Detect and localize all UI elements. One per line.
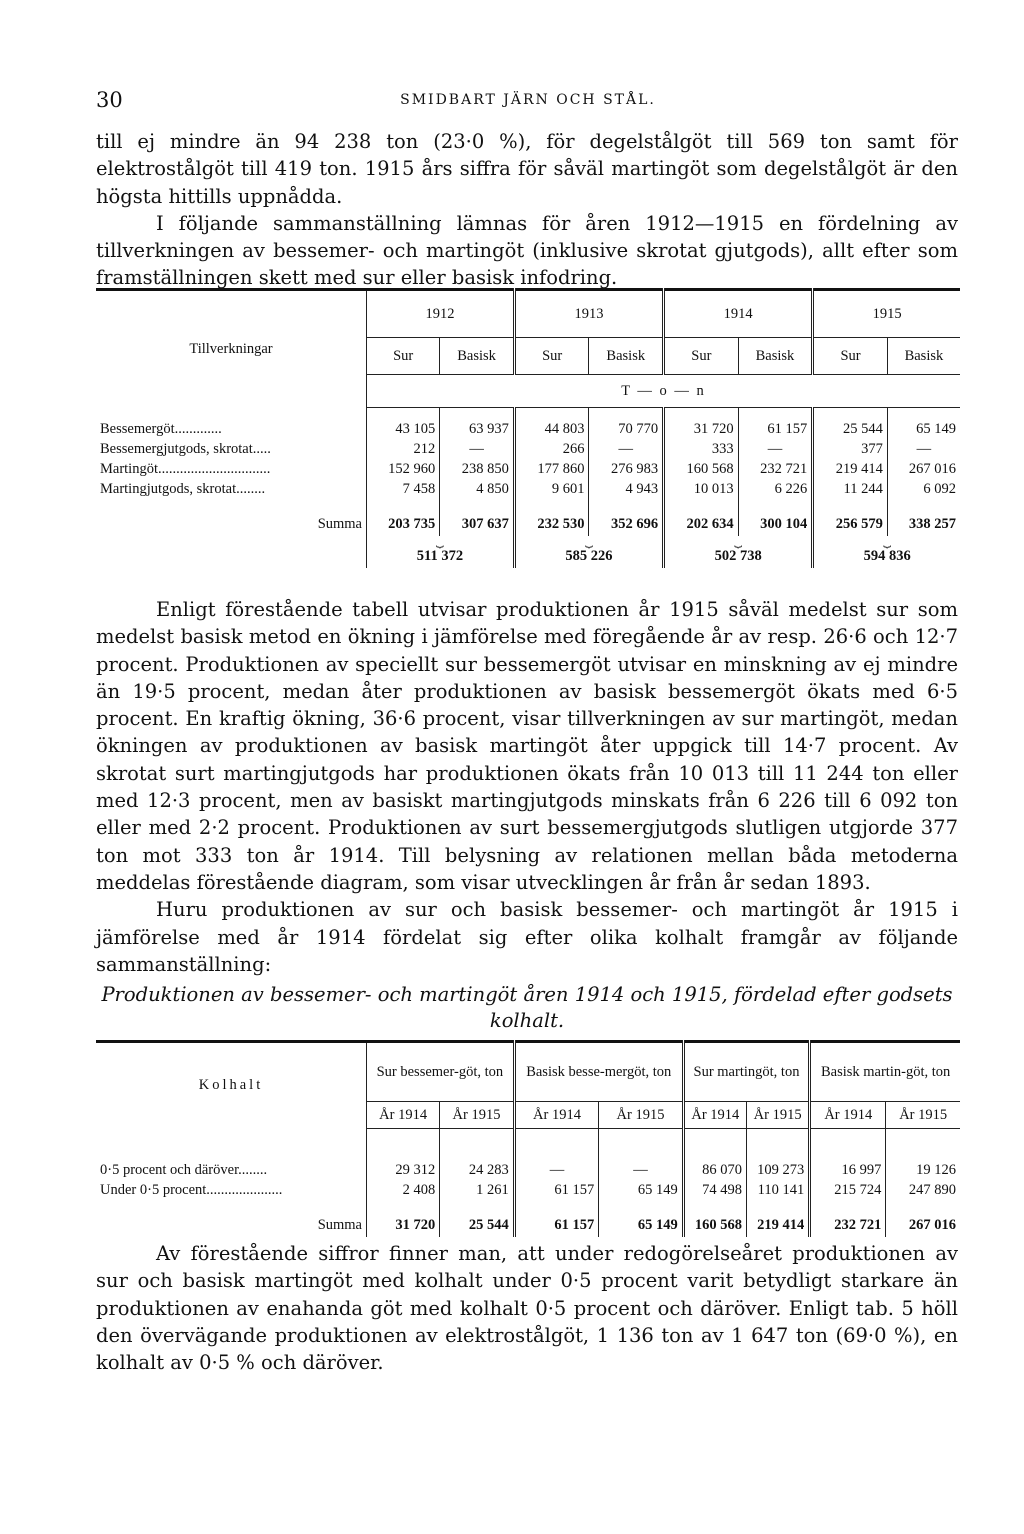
summa-row (96, 1215, 960, 1237)
summa-cell: 219 414 (746, 1215, 809, 1237)
total-cell: 594 836 (813, 546, 960, 568)
summa-cell: 31 720 (367, 1215, 440, 1237)
total-cell: 585 226 (514, 546, 663, 568)
brace-icon: ⏟ (813, 536, 960, 546)
table-cell: 31 720 (664, 420, 739, 440)
brace-icon: ⏟ (367, 536, 515, 546)
table-cell: 63 937 (440, 420, 515, 440)
summa-cell: 338 257 (887, 514, 960, 536)
table-cell: 9 601 (514, 480, 589, 500)
sub-header-sur: Sur (813, 338, 888, 375)
table-cell: 276 983 (589, 460, 664, 480)
table-cell: 333 (664, 440, 739, 460)
group-header: Basisk martin-göt, ton (810, 1042, 960, 1102)
intro-text (96, 128, 958, 292)
summa-cell: 256 579 (813, 514, 888, 536)
row-header-label: Tillverkningar (189, 340, 273, 357)
table-cell: 44 803 (514, 420, 589, 440)
table-cell: 212 (367, 440, 440, 460)
table-cell: 24 283 (440, 1161, 515, 1181)
table-row: Bessemergöt............. 43 105 63 937 44 803 70 770 31 720 61 157 25 544 65 149 (96, 420, 960, 440)
table-cell: — (440, 440, 515, 460)
table-cell: 61 157 (514, 1181, 598, 1201)
table-cell: — (599, 1161, 683, 1181)
row-label: Bessemergjutgods, skrotat (100, 441, 253, 457)
sub-header-basisk: Basisk (887, 338, 960, 375)
table-cell: 377 (813, 440, 888, 460)
table-cell: — (887, 440, 960, 460)
paragraph-5: Av förestående siffror finner man, att under redogörelseåret produktionen av sur och basisk martingöt med kolhalt under 0·5 procent varit betydligt starkare än produktionen av enahanda göt med kolhalt 0·5 procent och däröver. Enligt tab. 5 höll den övervägande produktionen av elektrostålgöt, 1 136 ton av 1 647 ton (69·0 %), en kolhalt av 0·5 % och däröver. (96, 1242, 958, 1375)
paragraph-2: I följande sammanställning lämnas för åren 1912—1915 en fördelning av tillverkningen av bessemer- och martingöt (inklusive skrotat gjutgods), allt efter som framställningen skett med sur eller basisk infodring. (96, 211, 958, 290)
table-cell: 10 013 (664, 480, 739, 500)
table-cell: 109 273 (746, 1161, 809, 1181)
year-header: 1914 (664, 290, 813, 338)
row-header-label: Kolhalt (198, 1077, 264, 1094)
table-cell: 4 850 (440, 480, 515, 500)
table-cell: 65 149 (599, 1181, 683, 1201)
table-row: 0·5 procent och däröver........ 29 312 24 283 — — 86 070 109 273 16 997 19 126 (96, 1161, 960, 1181)
table-row: Under 0·5 procent..................... 2 408 1 261 61 157 65 149 74 498 110 141 215 724 247 890 (96, 1181, 960, 1201)
table-cell: 219 414 (813, 460, 888, 480)
table-row: Bessemergjutgods, skrotat..... 212 — 266 — 333 — 377 — (96, 440, 960, 460)
table-cell: 215 724 (810, 1181, 886, 1201)
table-cell: 177 860 (514, 460, 589, 480)
summa-cell: 307 637 (440, 514, 515, 536)
table-cell: 74 498 (683, 1181, 746, 1201)
summa-cell: 65 149 (599, 1215, 683, 1237)
table-cell: 11 244 (813, 480, 888, 500)
table-cell: 65 149 (887, 420, 960, 440)
year-header: År 1915 (746, 1102, 809, 1129)
carbon-content-table (96, 1040, 960, 1237)
table-cell: 19 126 (886, 1161, 960, 1181)
running-title: SMIDBART JÄRN OCH STÅL. (400, 92, 656, 108)
group-header: Sur bessemer-göt, ton (367, 1042, 515, 1102)
summa-cell: 232 530 (514, 514, 589, 536)
year-header: År 1914 (683, 1102, 746, 1129)
unit-row: T — o — n (367, 375, 961, 408)
row-header-cell (96, 1042, 367, 1129)
year-header: År 1914 (810, 1102, 886, 1129)
year-header: År 1914 (367, 1102, 440, 1129)
brace-row (96, 536, 960, 546)
row-label: Martingöt (100, 461, 158, 477)
page-header (96, 88, 960, 118)
paragraph-3: Enligt förestående tabell utvisar produktionen år 1915 såväl medelst sur som medelst basisk metod en ökning i jämförelse med föregående år av resp. 26·6 och 12·7 procent. Produktionen av speciellt sur bessemergöt utvisar en minskning av ej mindre än 19·5 procent, medan åter produktionen av basisk bessemergöt ökats med 6·5 procent. En kraftig ökning, 36·6 procent, visar tillverkningen av sur martingöt, medan ökningen av produktionen av basisk martingöt åter uppgick till 14·7 procent. Av skrotat surt martingjutgods har produktionen ökats från 10 013 till 11 244 ton eller med 12·3 procent, men av basiskt martingjutgods minskats från 6 226 till 6 092 ton eller med 2·2 procent. Produktionen av surt bessemergjutgods slutligen utgjorde 377 ton mot 333 ton år 1914. Till belysning av relationen mellan båda metoderna meddelas förestående diagram, som visar utvecklingen år från år sedan 1893. (96, 598, 958, 894)
sub-header-sur: Sur (367, 338, 440, 375)
sub-header-sur: Sur (514, 338, 589, 375)
brace-icon: ⏟ (664, 536, 813, 546)
year-header: År 1915 (886, 1102, 960, 1129)
sub-header-sur: Sur (664, 338, 739, 375)
row-label: 0·5 procent och däröver (100, 1162, 239, 1178)
table-cell: 1 261 (440, 1181, 515, 1201)
summa-cell: 160 568 (683, 1215, 746, 1237)
table-cell: 238 850 (440, 460, 515, 480)
total-cell: 502 738 (664, 546, 813, 568)
table-cell: 6 226 (738, 480, 813, 500)
production-table-1912-1915 (96, 288, 960, 568)
summa-label: Summa (317, 1217, 362, 1233)
row-label: Under 0·5 procent (100, 1182, 207, 1198)
table-cell: 2 408 (367, 1181, 440, 1201)
group-header: Sur martingöt, ton (683, 1042, 810, 1102)
row-label: Bessemergöt (100, 421, 175, 437)
total-row (96, 546, 960, 568)
year-header: År 1915 (599, 1102, 683, 1129)
table-cell: 29 312 (367, 1161, 440, 1181)
table-cell: 232 721 (738, 460, 813, 480)
table-cell: 152 960 (367, 460, 440, 480)
year-header: År 1914 (514, 1102, 598, 1129)
sub-header-basisk: Basisk (589, 338, 664, 375)
table-cell: 7 458 (367, 480, 440, 500)
paragraph-4: Huru produktionen av sur och basisk bessemer- och martingöt år 1915 i jämförelse med år 1914 fördelat sig efter olika kolhalt framgår av följande sammanställning: (96, 898, 958, 976)
body-text (96, 596, 958, 978)
summa-cell: 25 544 (440, 1215, 515, 1237)
table-caption: Produktionen av bessemer- och martingöt åren 1914 och 1915, fördelad efter godsets kolhalt. (101, 983, 953, 1032)
row-header-cell (96, 290, 367, 408)
summa-cell: 61 157 (514, 1215, 598, 1237)
table-cell: 43 105 (367, 420, 440, 440)
summa-cell: 202 634 (664, 514, 739, 536)
table-cell: 61 157 (738, 420, 813, 440)
year-header: 1915 (813, 290, 960, 338)
year-header: År 1915 (440, 1102, 515, 1129)
summa-label: Summa (317, 516, 362, 532)
summa-cell: 352 696 (589, 514, 664, 536)
year-header: 1913 (514, 290, 663, 338)
table-cell: 25 544 (813, 420, 888, 440)
summa-cell: 203 735 (367, 514, 440, 536)
table-row: Martingjutgods, skrotat........ 7 458 4 850 9 601 4 943 10 013 6 226 11 244 6 092 (96, 480, 960, 500)
brace-icon: ⏟ (514, 536, 663, 546)
closing-text (96, 1240, 958, 1376)
table-cell: — (738, 440, 813, 460)
table-cell: 86 070 (683, 1161, 746, 1181)
table-cell: 247 890 (886, 1181, 960, 1201)
page-number: 30 (96, 88, 123, 112)
table-cell: 6 092 (887, 480, 960, 500)
summa-cell: 267 016 (886, 1215, 960, 1237)
summa-cell: 300 104 (738, 514, 813, 536)
total-cell: 511 372 (367, 546, 515, 568)
sub-header-basisk: Basisk (440, 338, 515, 375)
table-cell: 160 568 (664, 460, 739, 480)
row-label: Martingjutgods, skrotat (100, 481, 237, 497)
table-cell: 267 016 (887, 460, 960, 480)
paragraph-1: till ej mindre än 94 238 ton (23·0 %), för degelstålgöt till 569 ton samt för elektrostålgöt till 419 ton. 1915 års siffra för såväl martingöt som degelstålgöt är den högsta hittills uppnådda. (96, 130, 958, 208)
table-cell: 4 943 (589, 480, 664, 500)
table-row: Martingöt............................... 152 960 238 850 177 860 276 983 160 568 232 721 219 414 267 016 (96, 460, 960, 480)
summa-cell: 232 721 (810, 1215, 886, 1237)
table-cell: 110 141 (746, 1181, 809, 1201)
group-header: Basisk besse-mergöt, ton (514, 1042, 683, 1102)
summa-row (96, 514, 960, 536)
table-cell: 266 (514, 440, 589, 460)
sub-header-basisk: Basisk (738, 338, 813, 375)
table-cell: 16 997 (810, 1161, 886, 1181)
table-cell: 70 770 (589, 420, 664, 440)
table-cell: — (514, 1161, 598, 1181)
year-header: 1912 (367, 290, 515, 338)
table-cell: — (589, 440, 664, 460)
